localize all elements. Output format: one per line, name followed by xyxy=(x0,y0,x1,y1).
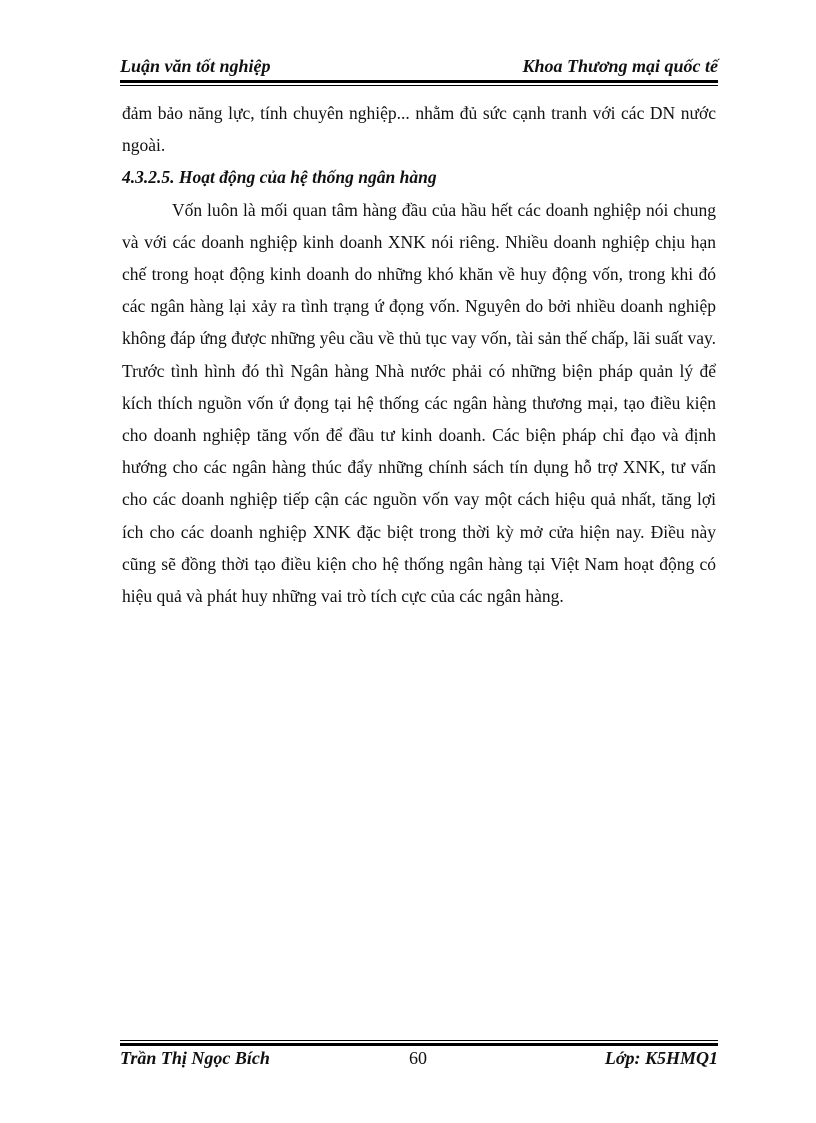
page-header xyxy=(120,56,718,80)
section-heading: 4.3.2.5. Hoạt động của hệ thống ngân hàng xyxy=(122,167,437,188)
header-rule-thick xyxy=(120,80,718,83)
header-thesis-label: Luận văn tốt nghiệp xyxy=(120,56,271,76)
header-faculty-label: Khoa Thương mại quốc tế xyxy=(522,56,718,76)
footer-class: Lớp: K5HMQ1 xyxy=(604,1048,718,1068)
body-paragraph: Vốn luôn là mối quan tâm hàng đầu của hầu hết các doanh nghiệp nói chung và với các doanh nghiệp kinh doanh XNK nói riêng. Nhiều doanh nghiệp chịu hạn chế trong hoạt động kinh doanh do những khó khăn về huy động vốn, trong khi đó các ngân hàng lại xảy ra tình trạng ứ đọng vốn. Nguyên do bởi nhiều doanh nghiệp không đáp ứng được những yêu cầu về thủ tục vay vốn, tài sản thế chấp, lãi suất vay. Trước tình hình đó thì Ngân hàng Nhà nước phải có những biện pháp quản lý để kích thích nguồn vốn ứ đọng tại hệ thống các ngân hàng thương mại, tạo điều kiện cho doanh nghiệp tăng vốn để đầu tư kinh doanh. Các biện pháp chỉ đạo và định hướng cho các ngân hàng thúc đẩy những chính sách tín dụng hỗ trợ XNK, tư vấn cho các doanh nghiệp tiếp cận các nguồn vốn vay một cách hiệu quả nhất, tăng lợi ích cho các doanh nghiệp XNK đặc biệt trong thời kỳ mở cửa hiện nay. Điều này cũng sẽ đồng thời tạo điều kiện cho hệ thống ngân hàng tại Việt Nam hoạt động có hiệu quả và phát huy những vai trò tích cực của các ngân hàng. xyxy=(122,199,716,607)
footer-rule-thick xyxy=(120,1043,718,1046)
footer-rule-thin xyxy=(120,1040,718,1041)
footer-author: Trần Thị Ngọc Bích xyxy=(120,1048,270,1068)
continuation-paragraph: đảm bảo năng lực, tính chuyên nghiệp... nhằm đủ sức cạnh tranh với các DN nước ngoài. xyxy=(122,103,716,156)
page-footer xyxy=(120,1048,718,1072)
body-text xyxy=(122,97,716,612)
header-rule-thin xyxy=(120,85,718,86)
page-number: 60 xyxy=(409,1048,427,1068)
